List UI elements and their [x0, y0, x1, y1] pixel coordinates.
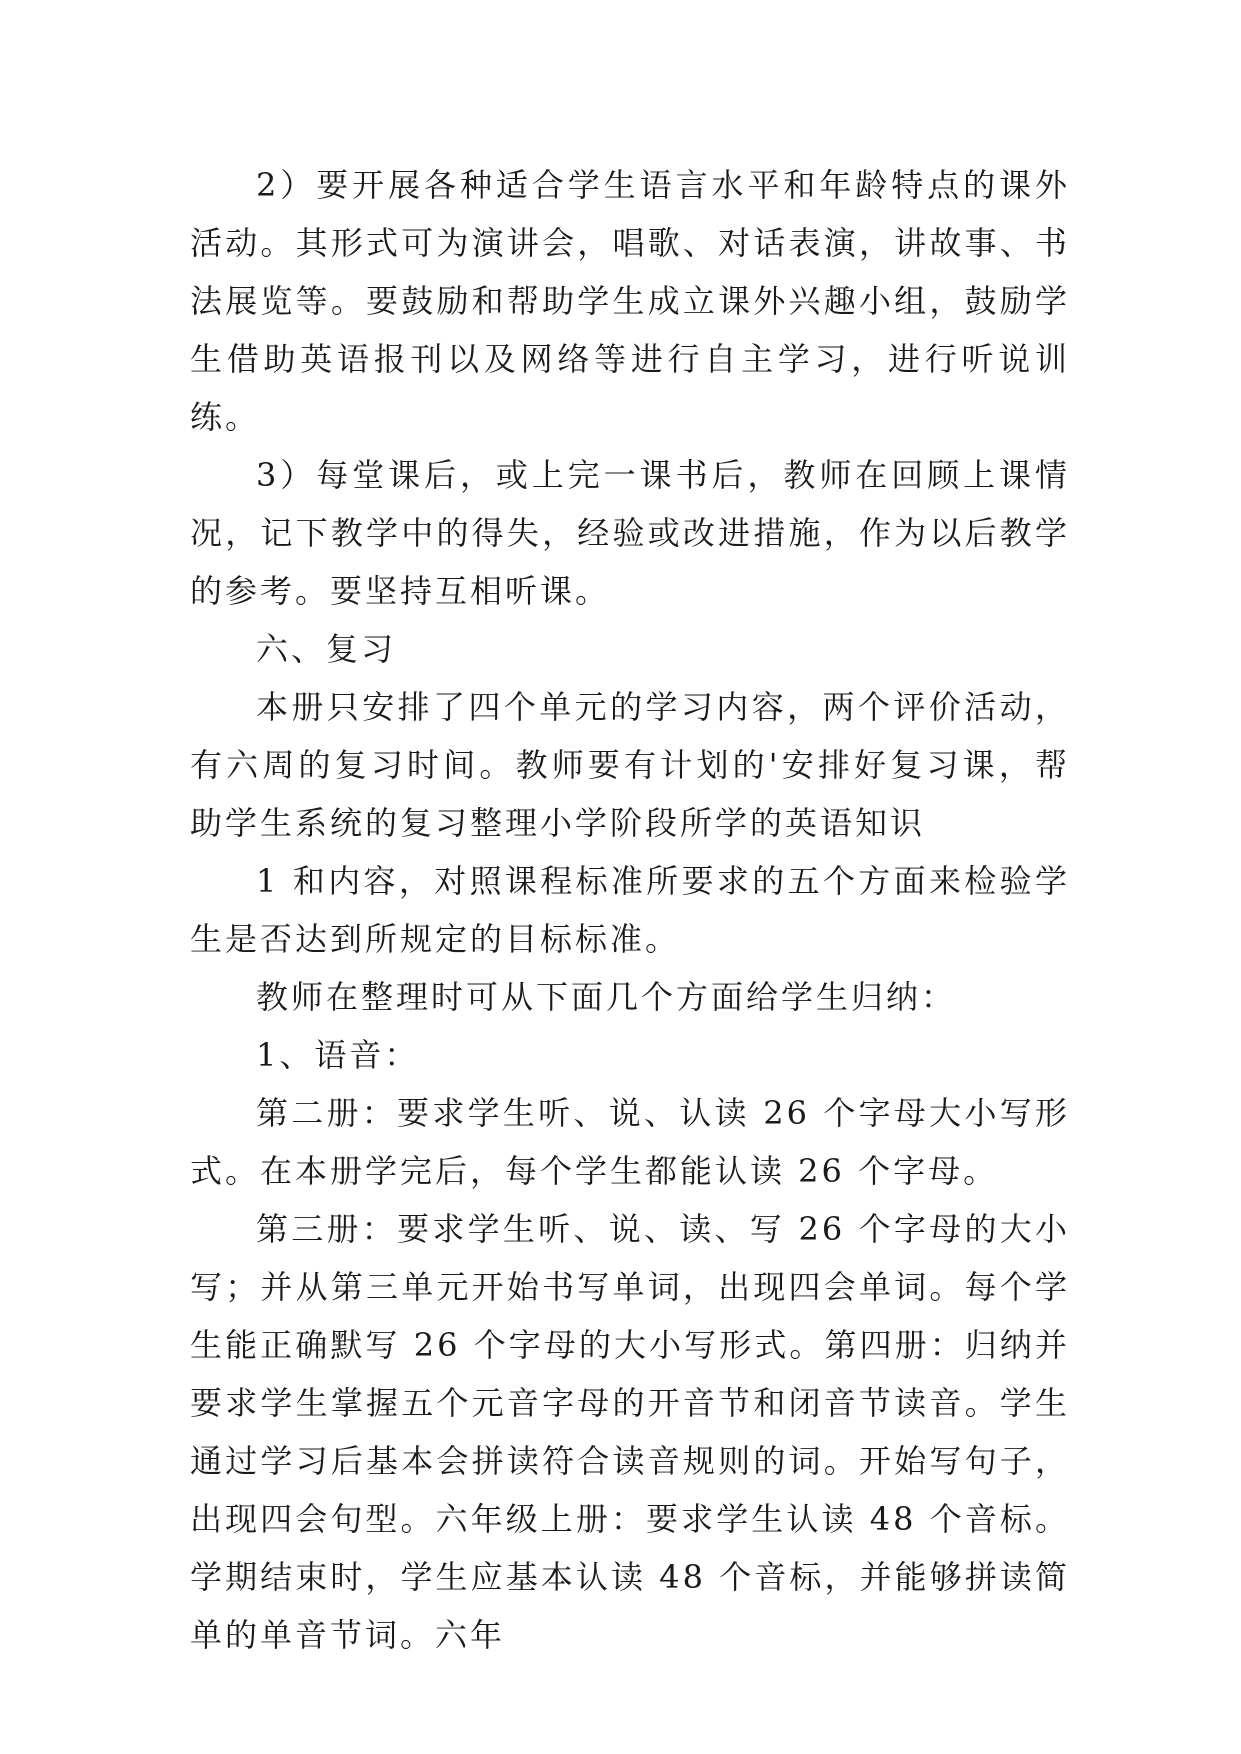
document-body: [190, 156, 1070, 1664]
section-heading-review: 六、复习: [256, 630, 397, 668]
paragraph-summary-intro: 教师在整理时可从下面几个方面给学生归纳：: [256, 978, 957, 1016]
paragraph-review-goals: 1 和内容，对照课程标准所要求的五个方面来检验学生是否达到所规定的目标标准。: [190, 862, 1070, 958]
paragraph-review-plan: 本册只安排了四个单元的学习内容，两个评价活动，有六周的复习时间。教师要有计划的'安排好复习课，帮助学生系统的复习整理小学阶段所学的英语知识: [190, 688, 1070, 842]
paragraph-activities: 2）要开展各种适合学生语言水平和年龄特点的课外活动。其形式可为演讲会，唱歌、对话表演，讲故事、书法展览等。要鼓励和帮助学生成立课外兴趣小组，鼓励学生借助英语报刊以及网络等进行自主学习，进行听说训练。: [190, 166, 1070, 436]
paragraph-book-three-onward: 第三册：要求学生听、说、读、写 26 个字母的大小写；并从第三单元开始书写单词，出现四会单词。每个学生能正确默写 26 个字母的大小写形式。第四册：归纳并要求学生掌握五个元音字母的开音节和闭音节读音。学生通过学习后基本会拼读符合读音规则的词。开始写句子，出现四会句型。六年级上册：要求学生认读 48 个音标。学期结束时，学生应基本认读 48 个音标，并能够拼读简单的单音节词。六年: [190, 1210, 1070, 1654]
paragraph-book-two: 第二册：要求学生听、说、认读 26 个字母大小写形式。在本册学完后，每个学生都能认读 26 个字母。: [190, 1094, 1070, 1190]
paragraph-reflection: 3）每堂课后，或上完一课书后，教师在回顾上课情况，记下教学中的得失，经验或改进措施，作为以后教学的参考。要坚持互相听课。: [190, 456, 1070, 610]
list-heading-phonetics: 1、语音：: [256, 1036, 420, 1074]
